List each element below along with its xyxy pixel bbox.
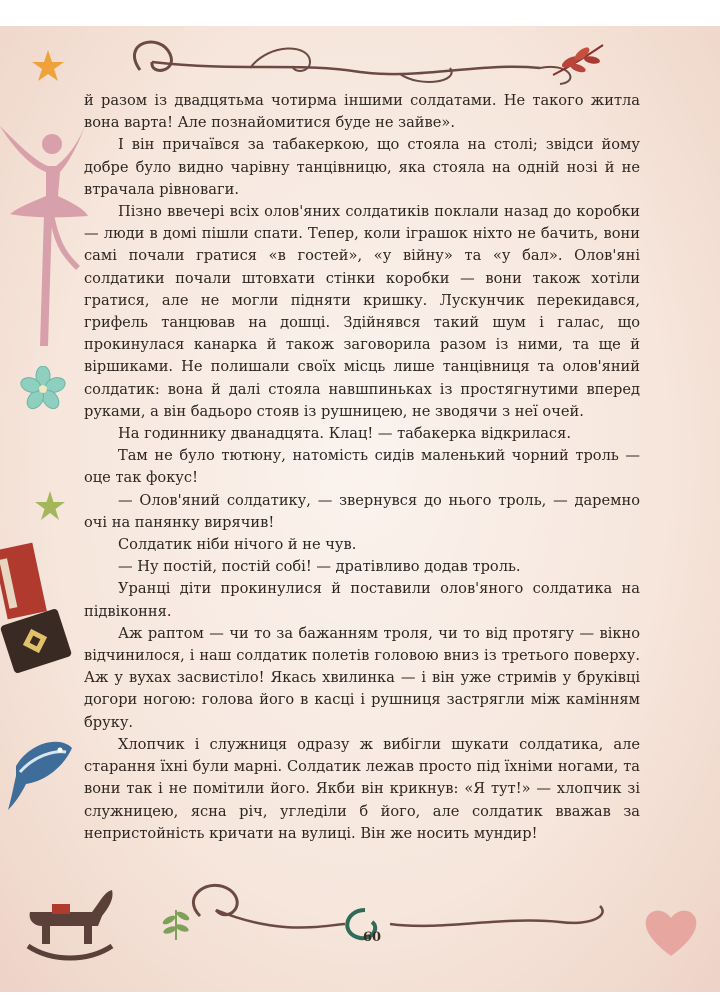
nutcracker-icon [0,536,74,686]
paragraph: Пізно ввечері всіх олов'яних солдатиків поклали назад до коробки — люди в домі пішли спати. Тепер, коли іграшок ніхто не бачить, вони самі почали гратися «в гостей», «у війну» та «у бал». Олов'яні солдатики почали штовхати стінки коробки — вони також хотіли гратися, але не могли підняти кришку. Лускунчик перекидався, грифель танцював на дошці. Здійнявся такий шум і галас, що прокинулася канарка й також заговорила разом із ними, та ще й віршиками. Не полишали своїх місць лише танцівниця та олов'яний солдатик: вона й далі стояла навшпиньках із простягнутими вперед руками, а він бадьоро стояв із рушницею, не зводячи з неї очей. [84,203,640,420]
paragraph: На годиннику дванадцята. Клац! — табакерка відкрилася. [118,425,571,443]
paragraph: Солдатик ніби нічого й не чув. [118,536,357,554]
page-number: 60 [362,930,382,945]
paragraph: й разом із двадцятьма чотирма іншими солдатами. Не такого житла вона варта! Але познайомитися буде не зайве». [84,92,640,132]
top-swirl-ornament [100,32,620,92]
heart-icon [642,906,700,960]
paragraph: Уранці діти прокинулися й поставили олов'яного солдатика на підвіконня. [84,580,640,620]
green-star-icon [34,490,66,522]
fish-icon [6,726,76,816]
paragraph: Там не було тютюну, натомість сидів маленький чорний троль — оце так фокус! [84,447,640,487]
paragraph: — Ну постій, постій собі! — дратівливо додав троль. [118,558,521,576]
flower-icon [20,366,66,412]
star-icon [30,48,66,84]
paragraph: Хлопчик і служниця одразу ж вибігли шукати солдатика, але старання їхні були марні. Солдатик лежав просто під їхніми ногами, та вони так і не помітили його. Якби він крикнув: «Я тут!» — хлопчик зі служницею, ясна річ, угледіли б його, але солдатик вважав за непристойність кричати на вулиці. Він же носить мундир! [84,735,640,842]
paragraph: Аж раптом — чи то за бажанням троля, чи то від протягу — вікно відчинилося, і наш солдатик полетів головою вниз із третього поверху. Аж у вухах засвистіло! Якась хвилинка — і він уже стримів у бруківці догори ногою: голова його в касці і рушниця застрягли між камінням бруку. [84,624,640,731]
paragraph: І він причаївся за табакеркою, що стояла на столі; звідси йому добре було видно чарівну танцівницю, яка стояла на одній нозі й не втрачала рівноваги. [84,136,640,198]
leaf-sprig-icon [156,902,196,942]
ballerina-silhouette-icon [0,106,90,356]
rocking-horse-icon [22,882,118,962]
paragraph: — Олов'яний солдатику, — звернувся до нього троль, — даремно очі на панянку вирячив! [84,491,640,531]
book-page [0,26,720,992]
story-text [84,90,640,845]
top-red-sprig [548,40,608,80]
